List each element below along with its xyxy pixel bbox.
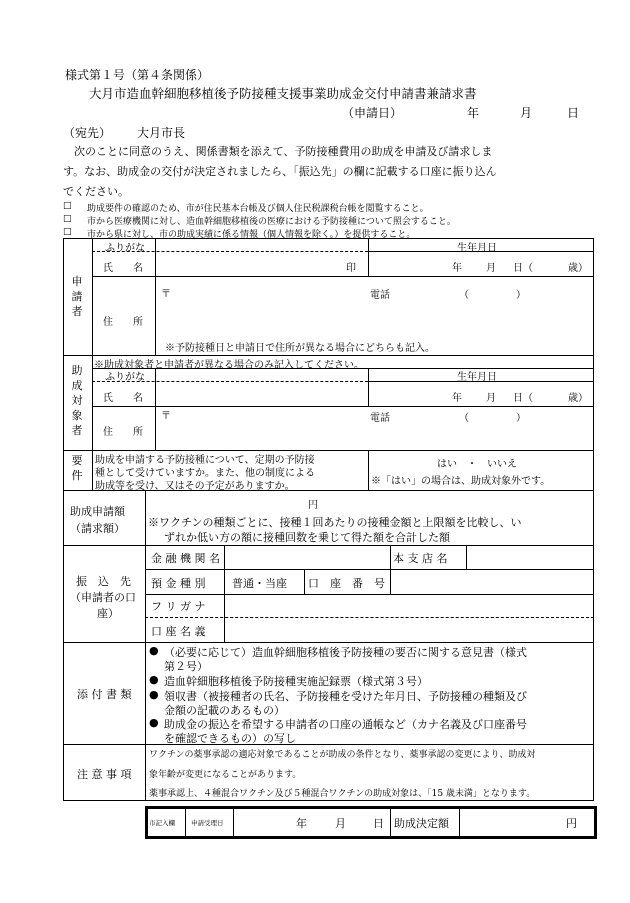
office-use-label: 市記入欄 — [149, 819, 175, 827]
applicant-phone-label: 電話 — [370, 290, 390, 301]
subject-birth-month: 月 — [486, 393, 496, 404]
requirements-answer-note: ※「はい」の場合は、助成対象外です。 — [371, 476, 551, 487]
bank-label: 振 込 先 — [76, 575, 131, 588]
applicant-postal-mark: 〒 — [161, 289, 171, 300]
subject-birth-year: 年 — [452, 393, 462, 404]
subject-section-label: 助成対象者 — [71, 364, 83, 437]
applicant-section-label: 申請者 — [71, 275, 83, 318]
amount-note-1: ※ワクチンの種類ごとに、接種１回あたりの接種金額と上限額を比較し、い — [148, 516, 522, 529]
requirements-question-1: 助成を申請する予防接種について、定期の予防接 — [95, 455, 315, 466]
consent-text-1: 助成要件の確認のため、市が住民基本台帳及び個人住民税課税台帳を閲覧すること。 — [87, 204, 429, 214]
apply-date-label: （申請日） — [342, 106, 403, 120]
received-year-unit: 年 — [296, 817, 307, 830]
applicant-address-label: 住 所 — [103, 317, 143, 328]
subject-birthdate-label: 生年月日 — [457, 372, 497, 383]
addressee-label: （宛先） — [63, 126, 112, 140]
applicant-birth-day: 日（ — [513, 263, 533, 274]
amount-label: 助成申請額 — [70, 505, 125, 518]
applicant-birthdate-label: 生年月日 — [457, 243, 497, 254]
attachment-bullet-2: ● — [149, 673, 159, 686]
applicant-phone-paren-open: （ — [459, 290, 469, 301]
decided-amount-label: 助成決定額 — [394, 817, 449, 830]
attachment-item-4: 助成金の振込を希望する申請者の口座の通帳など（カナ名義及び口座番号 — [164, 718, 527, 731]
applicant-address-note: ※予防接種日と申請日で住所が異なる場合にどちらも記入。 — [165, 343, 435, 354]
requirements-question-3: 助成等を受け、又はその予定がありますか。 — [95, 481, 295, 492]
applicant-furigana-label: ふりがな — [105, 243, 145, 254]
subject-postal-mark: 〒 — [161, 411, 171, 422]
account-holder-label: 口 座 名 義 — [151, 625, 206, 638]
subject-phone-paren-close: ） — [516, 413, 526, 424]
attachment-item-2: 造血幹細胞移植後予防接種実施記録票（様式第３号） — [164, 675, 428, 688]
form-title: 大月市造血幹細胞移植後予防接種支援事業助成金交付申請書兼請求書 — [89, 86, 477, 101]
consent-text-3: 市から県に対し、市の助成実績に係る情報（個人情報を除く。）を提供すること。 — [87, 230, 416, 240]
addressee: 大月市長 — [137, 126, 186, 140]
subject-furigana-label: ふりがな — [105, 372, 145, 383]
attachment-item-3-cont: 金額の記載のあるもの） — [164, 704, 285, 717]
applicant-birth-year: 年 — [452, 263, 462, 274]
applicant-birth-month: 月 — [486, 263, 496, 274]
notes-line-3: 薬事承認上、４種混合ワクチン及び５種混合ワクチンの助成対象は、「15 歳未満」となります。 — [149, 789, 536, 799]
notes-label: 注 意 事 項 — [77, 768, 132, 781]
bank-name-label: 金 融 機 関 名 — [151, 552, 220, 565]
account-number-label: 口 座 番 号 — [308, 577, 385, 590]
requirements-label: 要件 — [71, 454, 83, 482]
subject-name-label: 氏 名 — [103, 393, 143, 404]
attachment-bullet-4: ● — [149, 716, 159, 729]
consent-checkbox-2[interactable]: □ — [63, 214, 72, 224]
attachment-bullet-1: ● — [149, 644, 159, 657]
apply-year-unit: 年 — [467, 106, 480, 120]
attachment-item-1: （必要に応じて）造血幹細胞移植後予防接種の要否に関する意見書（様式 — [164, 646, 527, 659]
attachment-item-3: 領収書（被接種者の氏名、予防接種を受けた年月日、予防接種の種類及び — [164, 690, 527, 703]
attachment-bullet-3: ● — [149, 688, 159, 701]
amount-label-sub: （請求額） — [70, 522, 125, 535]
apply-day-unit: 日 — [567, 106, 580, 120]
subject-birth-day: 日（ — [513, 393, 533, 404]
intro-line-3: でください。 — [63, 185, 129, 198]
received-month-unit: 月 — [335, 817, 346, 830]
branch-name-label: 本 支 店 名 — [393, 552, 448, 565]
subject-note: ※助成対象者と申請者が異なる場合のみ記入してください。 — [94, 360, 364, 371]
account-kana-label: フ リ ガ ナ — [151, 600, 206, 613]
attachments-label: 添 付 書 類 — [77, 688, 132, 701]
notes-line-1: ワクチンの薬事承認の適応対象であることが助成の条件となり、薬事承認の変更により、助成対 — [149, 750, 536, 760]
received-day-unit: 日 — [373, 817, 384, 830]
apply-month-unit: 月 — [520, 106, 533, 120]
bank-label-sub2: 座） — [97, 607, 119, 620]
subject-phone-label: 電話 — [370, 413, 390, 424]
consent-text-2: 市から医療機関に対し、造血幹細胞移植後の医療における予防接種について照会すること。 — [87, 217, 456, 227]
bank-label-sub: （申請者の口 — [70, 591, 136, 604]
decided-yen-unit: 円 — [566, 817, 577, 830]
subject-age: 歳） — [568, 393, 588, 404]
applicant-name-label: 氏 名 — [103, 263, 143, 274]
attachment-item-1-cont: 第２号） — [164, 660, 208, 673]
attachment-item-4-cont: を確認できるもの）の写し — [164, 732, 296, 745]
intro-line-2: す。なお、助成金の交付が決定されましたら、「振込先」の欄に記載する口座に振り込ん — [63, 165, 497, 178]
amount-note-2: ずれか低い方の額に接種回数を乗じて得た額を合計した額 — [164, 531, 450, 544]
requirements-answer-choice[interactable]: はい ・ いいえ — [437, 459, 517, 470]
received-date-label: 申請受理日 — [191, 819, 224, 827]
subject-address-label: 住 所 — [103, 427, 143, 438]
applicant-age: 歳） — [568, 263, 588, 274]
consent-checkbox-3[interactable]: □ — [63, 227, 72, 237]
requirements-question-2: 種として受けていますか。また、他の制度による — [95, 468, 315, 479]
form-number: 様式第１号（第４条関係） — [65, 68, 210, 82]
account-type-label: 預 金 種 別 — [151, 577, 206, 590]
applicant-phone-paren-close: ） — [516, 290, 526, 301]
amount-yen-unit: 円 — [308, 500, 318, 511]
account-type-choice[interactable]: 普通・当座 — [232, 577, 287, 590]
subject-phone-paren-open: （ — [459, 413, 469, 424]
applicant-seal-mark: 印 — [346, 263, 356, 274]
notes-line-2: 象年齢が変更になることがあります。 — [149, 770, 302, 780]
consent-checkbox-1[interactable]: □ — [63, 201, 72, 211]
intro-line-1: 次のことに同意のうえ、関係書類を添えて、予防接種費用の助成を申請及び請求しま — [63, 145, 493, 158]
